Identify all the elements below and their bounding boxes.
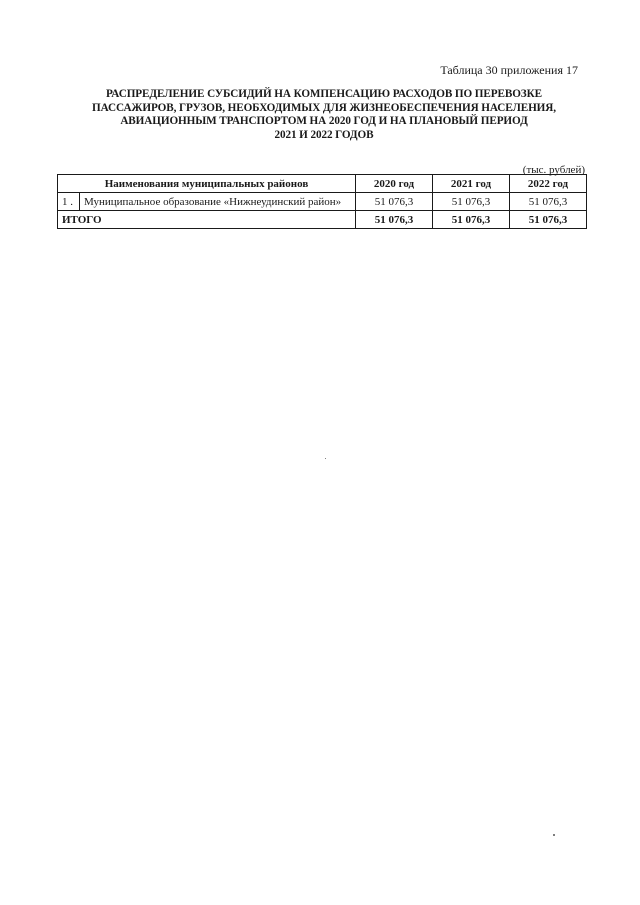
header-2021: 2021 год [433, 175, 510, 193]
title-line: 2021 И 2022 ГОДОВ [274, 128, 374, 141]
row-district-name: Муниципальное образование «Нижнеудинский район» [80, 193, 356, 211]
title-line: ПАССАЖИРОВ, ГРУЗОВ, НЕОБХОДИМЫХ ДЛЯ ЖИЗНЕОБЕСПЕЧЕНИЯ НАСЕЛЕНИЯ, [92, 101, 556, 114]
total-label: ИТОГО [58, 211, 356, 229]
total-value-2021: 51 076,3 [433, 211, 510, 229]
header-name: Наименования муниципальных районов [58, 175, 356, 193]
row-value-2020: 51 076,3 [356, 193, 433, 211]
units-label: (тыс. рублей) [522, 164, 585, 176]
header-2020: 2020 год [356, 175, 433, 193]
title-line: АВИАЦИОННЫМ ТРАНСПОРТОМ НА 2020 ГОД И НА ПЛАНОВЫЙ ПЕРИОД [120, 115, 528, 127]
title-line: РАСПРЕДЕЛЕНИЕ СУБСИДИЙ НА КОМПЕНСАЦИЮ РАСХОДОВ ПО ПЕРЕВОЗКЕ [106, 88, 542, 100]
total-row [58, 211, 587, 229]
total-value-2020: 51 076,3 [356, 211, 433, 229]
scan-speck [553, 834, 555, 836]
total-value-2022: 51 076,3 [510, 211, 587, 229]
row-value-2021: 51 076,3 [433, 193, 510, 211]
row-value-2022: 51 076,3 [510, 193, 587, 211]
subsidies-table [57, 174, 587, 229]
table-row [58, 193, 587, 211]
scan-speck [325, 458, 326, 459]
table-header-row [58, 175, 587, 193]
header-2022: 2022 год [510, 175, 587, 193]
table-reference: Таблица 30 приложения 17 [440, 63, 578, 77]
document-title [60, 88, 588, 142]
row-number: 1 . [58, 193, 80, 211]
